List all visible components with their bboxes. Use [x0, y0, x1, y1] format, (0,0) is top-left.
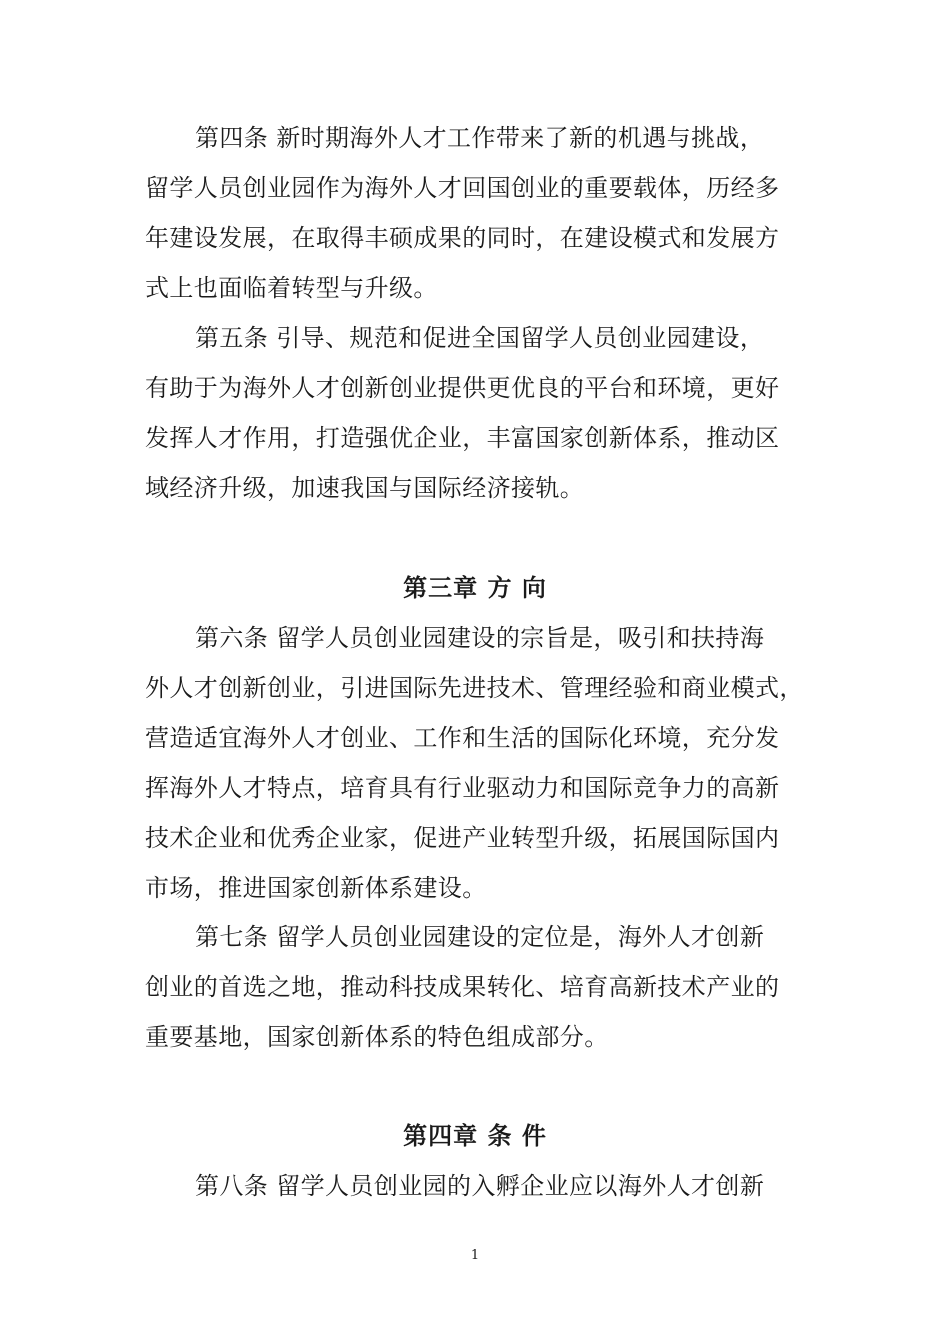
article-5-line-1: 第五条 引导、规范和促进全国留学人员创业园建设，	[195, 324, 765, 352]
article-4-line-4: 式上也面临着转型与升级。	[145, 274, 438, 302]
article-5-line-3: 发挥人才作用，打造强优企业，丰富国家创新体系，推动区	[145, 424, 780, 452]
article-7-line-3: 重要基地，国家创新体系的特色组成部分。	[145, 1023, 609, 1051]
article-6-line-5: 技术企业和优秀企业家，促进产业转型升级，拓展国际国内	[145, 824, 780, 852]
article-4-line-1: 第四条 新时期海外人才工作带来了新的机遇与挑战，	[195, 124, 765, 152]
article-5-line-2: 有助于为海外人才创新创业提供更优良的平台和环境，更好	[145, 374, 780, 402]
article-6-line-3: 营造适宜海外人才创业、工作和生活的国际化环境，充分发	[145, 724, 780, 752]
article-6-line-6: 市场，推进国家创新体系建设。	[145, 874, 487, 902]
article-7-line-2: 创业的首选之地，推动科技成果转化、培育高新技术产业的	[145, 973, 780, 1001]
article-6-line-1: 第六条 留学人员创业园建设的宗旨是，吸引和扶持海	[195, 624, 765, 652]
page-number: 1	[470, 1248, 480, 1263]
article-4-line-2: 留学人员创业园作为海外人才回国创业的重要载体，历经多	[145, 174, 780, 202]
article-5-line-4: 域经济升级，加速我国与国际经济接轨。	[145, 474, 585, 502]
chapter-3-heading: 第三章 方 向	[403, 574, 547, 602]
article-6-line-2: 外人才创新创业，引进国际先进技术、管理经验和商业模式，	[145, 674, 804, 702]
article-6-line-4: 挥海外人才特点，培育具有行业驱动力和国际竞争力的高新	[145, 774, 780, 802]
chapter-4-heading: 第四章 条 件	[403, 1122, 547, 1150]
article-4-line-3: 年建设发展，在取得丰硕成果的同时，在建设模式和发展方	[145, 224, 780, 252]
article-7-line-1: 第七条 留学人员创业园建设的定位是，海外人才创新	[195, 923, 765, 951]
article-8-line-1: 第八条 留学人员创业园的入孵企业应以海外人才创新	[195, 1172, 765, 1200]
